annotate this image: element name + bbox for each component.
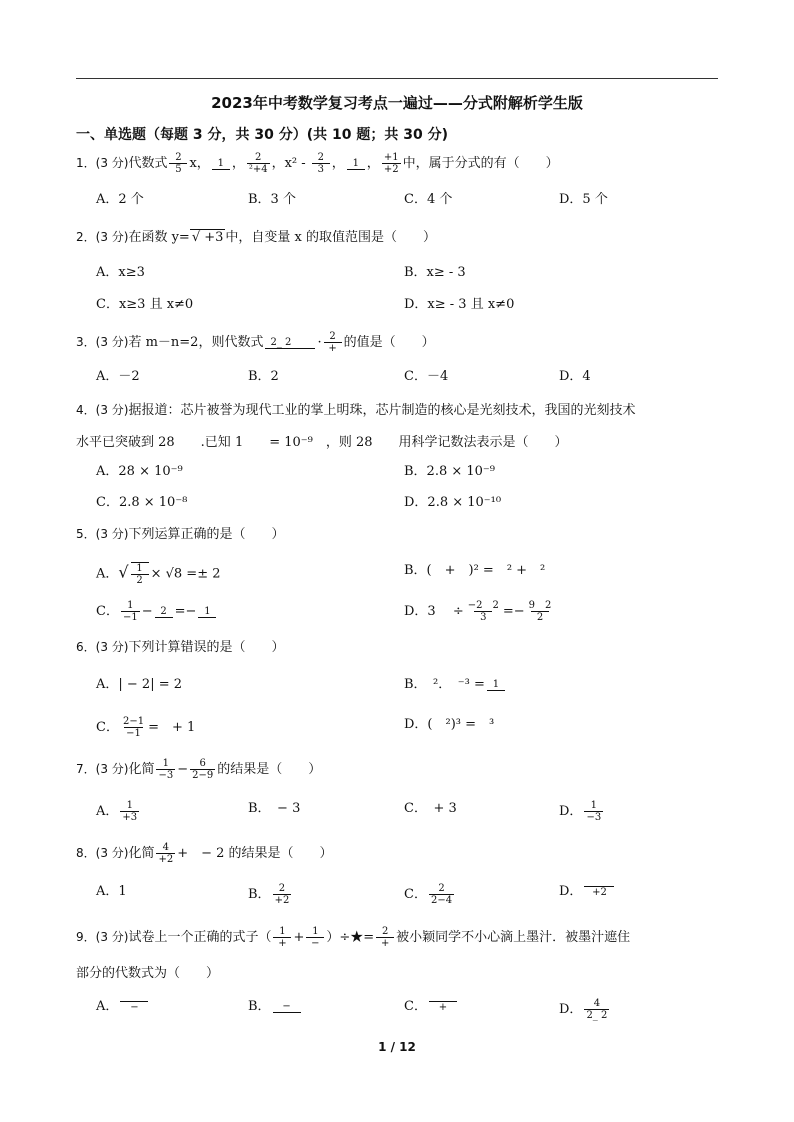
text: ，x² - <box>271 156 310 171</box>
option-label: A． <box>96 804 119 819</box>
option-c[interactable] <box>96 716 195 739</box>
fraction <box>376 926 394 949</box>
question-9 <box>76 926 630 949</box>
denominator <box>212 169 230 170</box>
fraction <box>155 606 173 618</box>
denominator: + <box>324 342 342 354</box>
option-label: A． <box>96 999 119 1014</box>
option-b[interactable]: B．3 个 <box>248 192 296 207</box>
radical-sign: √ <box>118 562 129 582</box>
fraction <box>429 1001 457 1013</box>
fraction <box>190 758 215 781</box>
fraction <box>584 800 603 823</box>
fraction <box>120 800 139 823</box>
option-label: C． <box>96 604 119 619</box>
option-label: D． <box>559 1002 583 1017</box>
denominator: −3 <box>158 770 174 781</box>
question-3 <box>76 331 435 354</box>
operator: − <box>141 604 153 619</box>
question-text: 化简 <box>128 762 155 777</box>
question-text: ）÷★= <box>326 930 375 945</box>
expression: = + 1 <box>148 720 196 735</box>
denominator: ²+4 <box>248 164 268 175</box>
text: ， <box>331 156 345 171</box>
question-7 <box>76 758 321 781</box>
numerator: 4 <box>593 998 601 1009</box>
numerator: 2 <box>381 926 389 937</box>
option-d[interactable] <box>559 998 611 1021</box>
option-a[interactable]: A．2 个 <box>96 192 144 207</box>
denominator: +2 <box>383 164 399 175</box>
option-c[interactable] <box>96 600 218 623</box>
option-d[interactable]: D．4 <box>559 369 591 384</box>
question-4-line-2: 水平已突破到 28 .已知 1 = 10⁻⁹ ，则 28 用科学记数法表示是（ ） <box>76 435 568 450</box>
option-a[interactable] <box>96 998 150 1016</box>
denominator: 2_ 2 <box>586 1010 608 1021</box>
option-label: D．3 ÷ <box>404 604 464 619</box>
radical: √ +3 <box>191 230 224 245</box>
option-a[interactable]: A．28 × 10⁻⁹ <box>96 464 183 479</box>
option-c[interactable]: C． + 3 <box>404 801 457 816</box>
option-b[interactable]: B．( + )² = ² + ² <box>404 563 546 578</box>
operator: + <box>293 930 305 945</box>
question-text: 的值是（ ） <box>343 335 435 350</box>
question-1 <box>76 152 559 175</box>
numerator: 1 <box>136 563 143 574</box>
question-text: 被小颖同学不小心滴上墨汁．被墨汁遮住 <box>396 930 631 945</box>
question-number: 4．(3 分) <box>76 403 129 417</box>
numerator: 2 <box>317 152 324 163</box>
fraction <box>131 562 149 586</box>
option-label: C． <box>96 720 119 735</box>
option-c[interactable] <box>404 883 456 906</box>
question-4 <box>76 401 635 420</box>
option-d[interactable] <box>404 600 555 623</box>
option-label: C． <box>404 887 427 902</box>
denominator: − <box>306 937 324 949</box>
fraction <box>120 1001 148 1013</box>
fraction <box>347 158 365 170</box>
fraction <box>429 883 454 906</box>
option-c[interactable]: C．x≥3 且 x≠0 <box>96 297 194 312</box>
operator: − <box>177 762 189 777</box>
question-number: 5．(3 分) <box>76 527 129 541</box>
numerator: 1 <box>127 600 134 611</box>
option-label: A． <box>96 566 119 582</box>
denominator: +2 <box>158 854 174 865</box>
question-number: 6．(3 分) <box>76 640 129 654</box>
question-number: 7．(3 分) <box>76 762 129 776</box>
option-c[interactable]: C．－4 <box>404 369 449 384</box>
option-b[interactable] <box>248 998 303 1016</box>
question-text: 在函数 y= <box>128 230 190 245</box>
option-a[interactable]: A．| − 2| = 2 <box>96 677 183 692</box>
question-number: 2．(3 分) <box>76 230 129 244</box>
numerator: 2 <box>175 152 182 163</box>
expression: B． ²． ⁻³ = <box>404 677 485 692</box>
option-d[interactable] <box>559 800 605 823</box>
fraction <box>212 158 230 170</box>
section-heading: 一、单选题（每题 3 分，共 30 分）(共 10 题；共 30 分) <box>76 127 448 143</box>
numerator: − <box>282 1000 291 1012</box>
question-number: 3．(3 分) <box>76 335 129 349</box>
option-b[interactable]: B．x≥ - 3 <box>404 265 466 280</box>
numerator: 2_ 2 <box>270 336 292 348</box>
numerator: 2 <box>160 605 167 617</box>
fraction <box>156 758 175 781</box>
option-label: D． <box>559 884 583 899</box>
denominator <box>198 617 216 618</box>
option-c[interactable]: C．4 个 <box>404 192 453 207</box>
fraction <box>584 886 614 898</box>
fraction <box>487 679 505 691</box>
numerator: 1 <box>126 800 133 811</box>
fraction <box>466 600 501 623</box>
question-text: 据报道：芯片被誉为现代工业的掌上明珠，芯片制造的核心是光刻技术，我国的光刻技术 <box>128 403 636 418</box>
fraction <box>312 152 330 175</box>
denominator: 3 <box>474 611 492 623</box>
fraction <box>273 926 291 949</box>
top-rule <box>76 78 718 79</box>
page-title: 2023年中考数学复习考点一遍过——分式附解析学生版 <box>211 94 583 112</box>
numerator: 2 <box>438 883 445 894</box>
option-b[interactable]: B．2 <box>248 369 279 384</box>
option-c[interactable]: C．2.8 × 10⁻⁸ <box>96 495 188 510</box>
operator: =− <box>502 604 525 619</box>
option-label: B． <box>248 887 271 902</box>
option-b[interactable] <box>404 676 507 694</box>
numerator: 1 <box>217 157 224 169</box>
numerator: 1 <box>312 926 319 937</box>
fraction <box>156 842 175 865</box>
expression: × √8 =± 2 <box>150 566 221 582</box>
question-text: 中，属于分式的有（ ） <box>402 156 559 171</box>
numerator: 2 <box>278 883 286 894</box>
question-text: 化简 <box>128 846 155 861</box>
denominator: −1 <box>126 728 141 739</box>
option-b[interactable] <box>248 883 293 906</box>
numerator: −2 2 <box>467 600 499 611</box>
question-6 <box>76 638 284 657</box>
fraction <box>198 606 216 618</box>
denominator <box>155 617 173 618</box>
question-5 <box>76 525 284 544</box>
fraction <box>324 331 342 354</box>
option-d[interactable]: D．x≥ - 3 且 x≠0 <box>404 297 515 312</box>
numerator: 4 <box>162 842 170 853</box>
option-a[interactable]: A．－2 <box>96 369 140 384</box>
denominator: +3 <box>122 812 138 823</box>
denominator: +2 <box>584 886 614 898</box>
option-a[interactable]: A．x≥3 <box>96 265 145 280</box>
denominator: +2 <box>274 895 290 906</box>
numerator: 2−1 <box>122 716 145 727</box>
option-b[interactable]: B．2.8 × 10⁻⁹ <box>404 464 496 479</box>
question-number: 1．(3 分) <box>76 156 129 170</box>
page-number: 1 / 12 <box>378 1040 416 1054</box>
fraction <box>265 337 315 349</box>
option-d[interactable]: D．2.8 × 10⁻¹⁰ <box>404 495 502 510</box>
option-a[interactable] <box>96 800 141 823</box>
text: x， <box>189 156 210 171</box>
text: ， <box>231 156 245 171</box>
option-b[interactable]: B． − 3 <box>248 801 301 816</box>
fraction <box>527 600 554 623</box>
numerator: 1 <box>204 605 211 617</box>
option-a[interactable] <box>96 562 221 586</box>
denominator <box>347 169 365 170</box>
question-text: 若 m－n=2，则代数式 <box>128 335 264 350</box>
question-text: 下列计算错误的是（ ） <box>128 640 285 655</box>
question-number: 9．(3 分) <box>76 930 129 944</box>
fraction <box>273 1001 301 1013</box>
question-text: 试卷上一个正确的式子（ <box>128 930 272 945</box>
question-8 <box>76 842 333 865</box>
option-label: C． <box>404 999 427 1014</box>
denominator: − <box>120 1001 148 1013</box>
denominator: 5 <box>169 163 187 175</box>
numerator: 1 <box>492 678 500 690</box>
question-2 <box>76 228 436 247</box>
text: ， <box>366 156 380 171</box>
numerator: 1 <box>279 926 286 937</box>
option-d[interactable]: D．( ²)³ = ³ <box>404 717 495 732</box>
denominator: 2−9 <box>192 770 214 781</box>
denominator <box>487 690 505 691</box>
numerator: 1 <box>162 758 170 769</box>
denominator <box>273 1012 301 1013</box>
fraction <box>121 716 146 739</box>
numerator: 1 <box>590 800 597 811</box>
denominator: + <box>429 1001 457 1013</box>
question-text: 下列运算正确的是（ ） <box>128 527 285 542</box>
question-text: + − 2 的结果是（ ） <box>177 846 333 861</box>
fraction <box>584 998 609 1021</box>
fraction <box>169 152 187 175</box>
option-label: B． <box>248 999 271 1014</box>
operator: · <box>317 335 322 350</box>
option-d[interactable]: D．5 个 <box>559 192 608 207</box>
denominator: 2−4 <box>430 895 453 906</box>
numerator: 6 <box>199 758 206 769</box>
option-label: D． <box>559 804 583 819</box>
denominator: 2 <box>531 611 549 623</box>
operator: =− <box>174 604 197 619</box>
fraction <box>121 600 140 623</box>
fraction <box>306 926 324 949</box>
denominator <box>265 348 315 349</box>
denominator: 3 <box>312 163 330 175</box>
question-text: 代数式 <box>128 156 168 171</box>
denominator: 2 <box>131 574 149 586</box>
option-c[interactable] <box>404 998 459 1016</box>
denominator: −1 <box>122 612 138 623</box>
question-number: 8．(3 分) <box>76 846 129 860</box>
question-9-line-2: 部分的代数式为（ ） <box>76 966 220 981</box>
denominator: + <box>273 937 291 949</box>
numerator: +1 <box>383 152 399 163</box>
denominator: + <box>376 937 394 949</box>
fraction <box>273 883 292 906</box>
question-text: 的结果是（ ） <box>217 762 322 777</box>
numerator: 2 <box>329 331 336 342</box>
numerator: 2 <box>255 152 262 163</box>
numerator: 1 <box>352 157 359 169</box>
option-a[interactable]: A．1 <box>96 884 127 899</box>
fraction <box>382 152 401 175</box>
option-d[interactable] <box>559 883 616 901</box>
question-text: 中，自变量 x 的取值范围是（ ） <box>225 230 437 245</box>
numerator: 9 2 <box>528 600 552 611</box>
denominator: −3 <box>586 812 602 823</box>
fraction <box>247 152 270 175</box>
